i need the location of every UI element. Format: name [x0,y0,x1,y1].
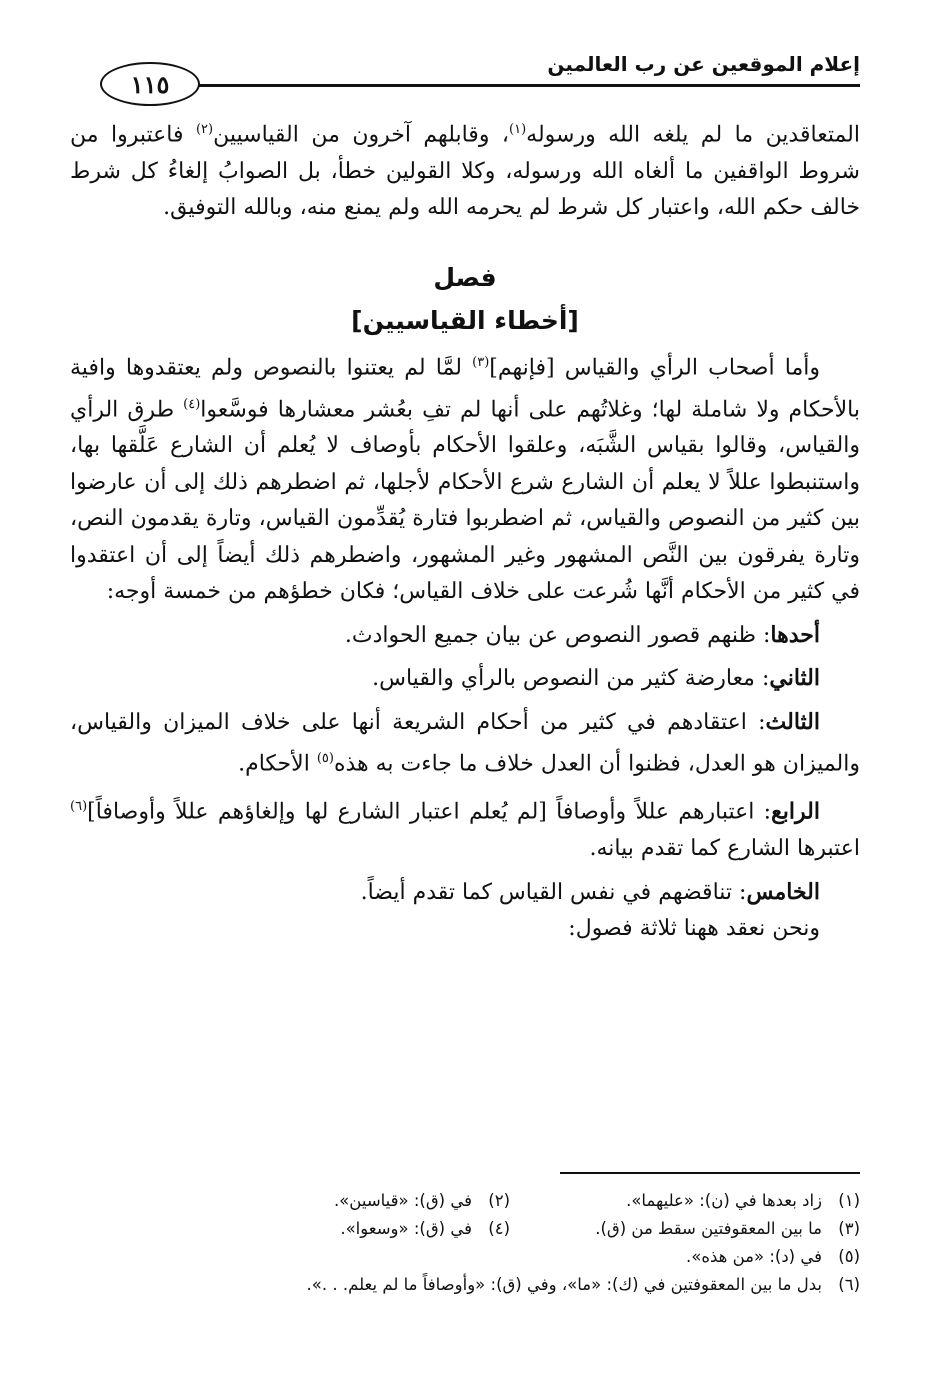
item-text: : تناقضهم في نفس القياس كما تقدم أيضاً. [360,879,747,905]
footnote-5 [686,1247,860,1266]
item-first [70,617,860,655]
footnote-ref-4: (٤) [183,396,201,412]
p2-text-c: طرق الرأي والقياس، وقالوا بقياس الشَّبَه، وعلقوا الأحكام بأوصاف لا يُعلم أن الشارع عَلَّقها بها، واستنبطوا عللاً لا يعلم أن الشارع شرع الأحكام لأجلها، ثم اضطرهم ذلك إلى أن عارضوا بين كثير من النصوص والقياس، ثم اضطربوا فتارة يُقدِّمون القياس، وتارة يقدمون النص، وتارة يفرقون بين النَّص المشهور وغير المشهور، واضطرهم ذلك أيضاً إلى أن اعتقدوا في كثير من الأحكام أنَّها شُرعت على خلاف القياس؛ فكان خطؤهم من خمسة أوجه: [70,396,860,605]
footnote-4 [160,1219,510,1238]
item-label: الخامس [746,878,820,905]
item-label: الثالث [765,708,820,735]
footnote-row [70,1186,860,1214]
item-label: الثاني [769,665,820,692]
item-text: اعتبرها الشارع كما تقدم بيانه. [589,836,860,862]
section-heading: فصل [433,262,497,292]
p1-text-a: المتعاقدين ما لم يلغه الله ورسوله [526,122,860,148]
footnote-ref-1: (١) [509,122,527,137]
footnote-ref-6: (٦) [70,799,88,815]
main-text [70,112,860,948]
footnote-ref-2: (٢) [195,122,214,137]
footnote-number: (٣) [838,1218,860,1238]
item-text: الأحكام. [238,751,317,777]
footnote-number: (٥) [838,1246,860,1266]
page-number: ١١٥ [130,69,170,99]
footnote-row [70,1242,860,1270]
item-text: : معارضة كثير من النصوص بالرأي والقياس. [372,666,770,692]
page-number-badge [100,62,200,106]
item-fifth [70,874,860,912]
footnote-text: زاد بعدها في (ن): «عليهما». [626,1190,822,1210]
header-rule [192,84,860,87]
footnote-ref-3: (٣) [472,354,490,370]
paragraph-2 [70,345,860,611]
item-label: أحدها [770,621,820,648]
footnotes [70,1186,860,1298]
p1-text-b: ، وقابلهم آخرون من القياسيين [213,122,510,148]
footnote-2 [160,1191,510,1210]
paragraph-1 [70,112,860,227]
footnote-number: (١) [838,1190,860,1210]
footnote-text: في (ق): «قياسين». [333,1190,472,1210]
footnote-text: بدل ما بين المعقوفتين في (ك): «ما»، وفي (ق): «وأوصافاً ما لم يعلم. . .». [306,1274,822,1294]
footnote-row [70,1270,860,1298]
footnote-ref-5: (٥) [316,751,334,767]
closing-line: ونحن نعقد ههنا ثلاثة فصول: [568,916,820,942]
footnote-1 [510,1191,860,1210]
running-title: إعلام الموقعين عن رب العالمين [547,52,860,76]
footnote-row [70,1214,860,1242]
item-second [70,660,860,698]
item-text: : اعتبارهم عللاً وأوصافاً [لم يُعلم اعتبار الشارع لها وإلغاؤهم عللاً وأوصافاً] [87,799,772,825]
footnote-number: (٤) [488,1218,510,1238]
p2-text-b: لمَّا لم يعتنوا بالنصوص ولم يعتقدوها وافية بالأحكام ولا شاملة لها؛ وغلاتُهم على أنها لم تفِ بعُشر معشارها فوسَّعوا [70,355,861,422]
footnote-number: (٢) [488,1190,510,1210]
footnote-text: في (د): «من هذه». [686,1246,822,1266]
p1-text-c: فاعتبروا من شروط الواقفين ما ألغاه الله ورسوله، وكلا القولين خطأ، بل الصوابُ إلغاءُ كل شرط خالف حكم الله، واعتبار كل شرط لم يحرمه الله ولم يمنع منه، وبالله التوفيق. [70,122,860,221]
p2-text-a: وأما أصحاب الرأي والقياس [فإنهم] [489,355,820,381]
item-label: الرابع [771,798,820,825]
item-text: : ظنهم قصور النصوص عن بيان جميع الحوادث. [344,622,771,648]
footnote-number: (٦) [838,1274,860,1294]
footnote-6 [307,1275,860,1294]
footnote-text: في (ق): «وسعوا». [340,1218,472,1238]
page-header [100,48,860,104]
footnote-text: ما بين المعقوفتين سقط من (ق). [595,1218,822,1238]
item-fourth [70,789,860,867]
item-text: : اعتقادهم في كثير من أحكام الشريعة أنها على خلاف الميزان والقياس، والميزان هو العدل، فظنوا أن العدل خلاف ما جاءت به هذه [70,709,860,777]
section-subheading: [أخطاء القياسيين] [351,305,579,335]
footnote-rule [560,1172,860,1174]
item-third [70,704,860,783]
footnote-3 [510,1219,860,1238]
